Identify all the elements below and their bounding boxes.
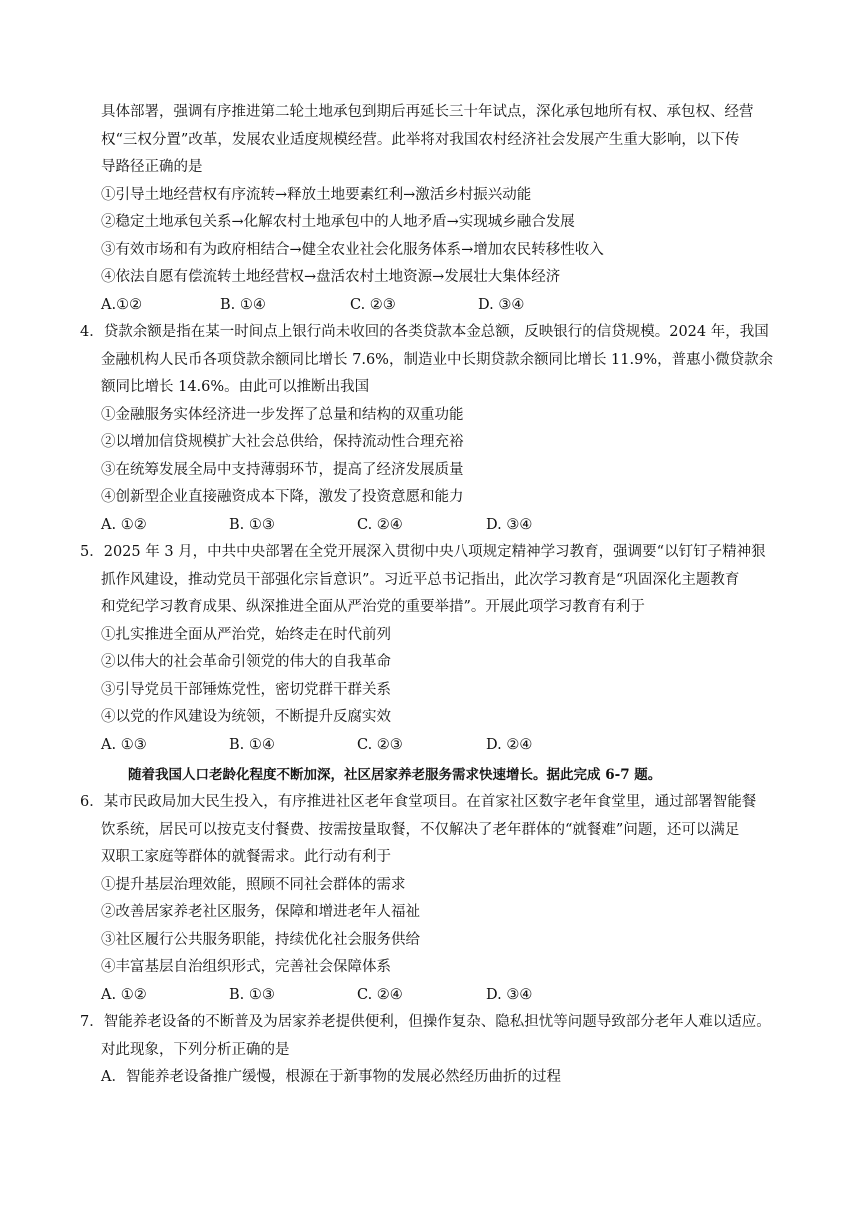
q3-text-line-3: 导路径正确的是 [101, 159, 203, 175]
q7-option-a[interactable]: A．智能养老设备推广缓慢，根源在于新事物的发展必然经历曲折的过程 [101, 1069, 561, 1085]
q5-option-a[interactable]: A. ①③ [101, 737, 147, 753]
q5-text-line-1: 5．2025 年 3 月，中共中央部署在全党开展深入贯彻中央八项规定精神学习教育，强调要“以钉钉子精神狠 [80, 544, 766, 560]
q3-option-c[interactable]: C. ②③ [350, 297, 396, 313]
q4-option-b[interactable]: B. ①③ [229, 517, 275, 533]
q4-text-line-1: 4．贷款余额是指在某一时间点上银行尚未收回的各类贷款本金总额，反映银行的信贷规模。2024 年，我国 [80, 324, 769, 340]
group-intro: 随着我国人口老龄化程度不断加深，社区居家养老服务需求快速增长。据此完成 6-7 题。 [128, 767, 662, 783]
q4-option-c[interactable]: C. ②④ [357, 517, 403, 533]
q6-statement-1: ①提升基层治理效能，照顾不同社会群体的需求 [101, 877, 406, 893]
q5-option-c[interactable]: C. ②③ [357, 737, 403, 753]
q4-text-line-2: 金融机构人民币各项贷款余额同比增长 7.6%，制造业中长期贷款余额同比增长 11.9%，普惠小微贷款余 [101, 352, 774, 368]
q3-option-a[interactable]: A.①② [101, 297, 143, 313]
q5-option-d[interactable]: D. ②④ [486, 737, 533, 753]
q6-statement-2: ②改善居家养老社区服务，保障和增进老年人福祉 [101, 904, 420, 920]
q3-option-b[interactable]: B. ①④ [220, 297, 266, 313]
q3-text-line-2: 权“三权分置”改革，发展农业适度规模经营。此举将对我国农村经济社会发展产生重大影响，以下传 [101, 132, 740, 148]
q5-text-line-3: 和党纪学习教育成果、纵深推进全面从严治党的重要举措”。开展此项学习教育有利于 [101, 599, 645, 615]
q6-text-line-3: 双职工家庭等群体的就餐需求。此行动有利于 [101, 849, 391, 865]
q3-statement-3: ③有效市场和有为政府相结合→健全农业社会化服务体系→增加农民转移性收入 [101, 242, 604, 258]
q4-statement-2: ②以增加信贷规模扩大社会总供给，保持流动性合理充裕 [101, 434, 464, 450]
q5-statement-2: ②以伟大的社会革命引领党的伟大的自我革命 [101, 654, 391, 670]
q7-text-line-2: 对此现象，下列分析正确的是 [101, 1042, 290, 1058]
q4-statement-1: ①金融服务实体经济进一步发挥了总量和结构的双重功能 [101, 407, 464, 423]
q6-statement-4: ④丰富基层自治组织形式，完善社会保障体系 [101, 959, 391, 975]
q7-text-line-1: 7．智能养老设备的不断普及为居家养老提供便利，但操作复杂、隐私担忧等问题导致部分老年人难以适应。 [80, 1014, 771, 1030]
q5-statement-4: ④以党的作风建设为统领，不断提升反腐实效 [101, 709, 391, 725]
q5-option-b[interactable]: B. ①④ [229, 737, 275, 753]
q6-option-a[interactable]: A. ①② [101, 987, 147, 1003]
q6-option-c[interactable]: C. ②④ [357, 987, 403, 1003]
q5-statement-3: ③引导党员干部锤炼党性，密切党群干群关系 [101, 682, 391, 698]
q6-statement-3: ③社区履行公共服务职能，持续优化社会服务供给 [101, 932, 420, 948]
q3-statement-2: ②稳定土地承包关系→化解农村土地承包中的人地矛盾→实现城乡融合发展 [101, 214, 575, 230]
q4-option-d[interactable]: D. ③④ [486, 517, 533, 533]
q3-text-line-1: 具体部署，强调有序推进第二轮土地承包到期后再延长三十年试点，深化承包地所有权、承包权、经营 [101, 104, 754, 120]
q3-statement-1: ①引导土地经营权有序流转→释放土地要素红利→激活乡村振兴动能 [101, 187, 532, 203]
q4-text-line-3: 额同比增长 14.6%。由此可以推断出我国 [101, 379, 370, 395]
q4-statement-4: ④创新型企业直接融资成本下降，激发了投资意愿和能力 [101, 489, 464, 505]
q6-text-line-1: 6．某市民政局加大民生投入，有序推进社区老年食堂项目。在首家社区数字老年食堂里，通过部署智能餐 [80, 794, 757, 810]
q4-option-a[interactable]: A. ①② [101, 517, 147, 533]
q3-option-d[interactable]: D. ③④ [478, 297, 525, 313]
q4-statement-3: ③在统筹发展全局中支持薄弱环节，提高了经济发展质量 [101, 462, 464, 478]
q5-text-line-2: 抓作风建设，推动党员干部强化宗旨意识”。习近平总书记指出，此次学习教育是“巩固深化主题教育 [101, 572, 740, 588]
q3-statement-4: ④依法自愿有偿流转土地经营权→盘活农村土地资源→发展壮大集体经济 [101, 269, 561, 285]
q6-option-b[interactable]: B. ①③ [229, 987, 275, 1003]
q5-statement-1: ①扎实推进全面从严治党，始终走在时代前列 [101, 627, 391, 643]
q6-option-d[interactable]: D. ③④ [486, 987, 533, 1003]
q6-text-line-2: 饮系统，居民可以按克支付餐费、按需按量取餐，不仅解决了老年群体的“就餐难”问题，还可以满足 [101, 822, 740, 838]
